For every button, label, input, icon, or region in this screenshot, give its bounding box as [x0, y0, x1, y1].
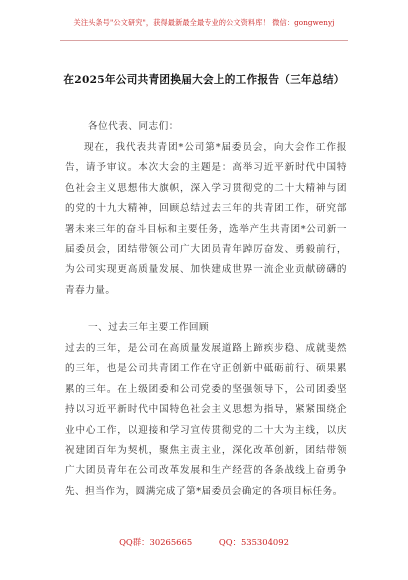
footer-qq: QQ：535304092	[218, 537, 289, 547]
paragraph-intro: 现在，我代表共青团*公司第*届委员会，向大会作工作报告，请予审议。本次大会的主题是：高举习近平新时代中国特色社会主义思想伟大旗帜，深入学习贯彻党的二十大精神与团的党的十九大精神，回顾总结过去三年的共青团工作，研究部署未来三年的奋斗目标和主要任务，选举产生共青团*公司新一届委员会，团结带领公司广大团员青年踔厉奋发、勇毅前行，为公司实现更高质量发展、加快建成世界一流企业贡献磅礴的青春力量。	[65, 142, 347, 296]
footer-qq-group: QQ群：30265665	[119, 537, 193, 547]
section-heading: 一、过去三年主要工作回顾	[88, 322, 210, 333]
header-banner: 关注头条号"公文研究"，获得最新最全最专业的公文资料库！ 微信：gongwenyj	[73, 18, 335, 27]
footer-contact	[0, 536, 408, 548]
paragraph-review: 过去的三年，是公司在高质量发展道路上蹄疾步稳、成就斐然的三年，也是公司共青团工作在守正创新中砥砺前行、硕果累累的三年。在上级团委和公司党委的坚强领导下，公司团委坚持以习近平新时代中国特色社会主义思想为指导，紧紧围绕企业中心工作，以迎接和学习宣传贯彻党的二十大为主线，以庆祝建团百年为契机，聚焦主责主业，深化改革创新，团结带领广大团员青年在公司改革发展和生产经营的各条战线上奋勇争先、担当作为，圆满完成了第*届委员会确定的各项目标任务。	[65, 343, 347, 497]
salutation: 各位代表、同志们：	[88, 121, 179, 132]
document-title: 在2025年公司共青团换届大会上的工作报告（三年总结）	[63, 74, 345, 86]
header-divider	[60, 40, 348, 41]
